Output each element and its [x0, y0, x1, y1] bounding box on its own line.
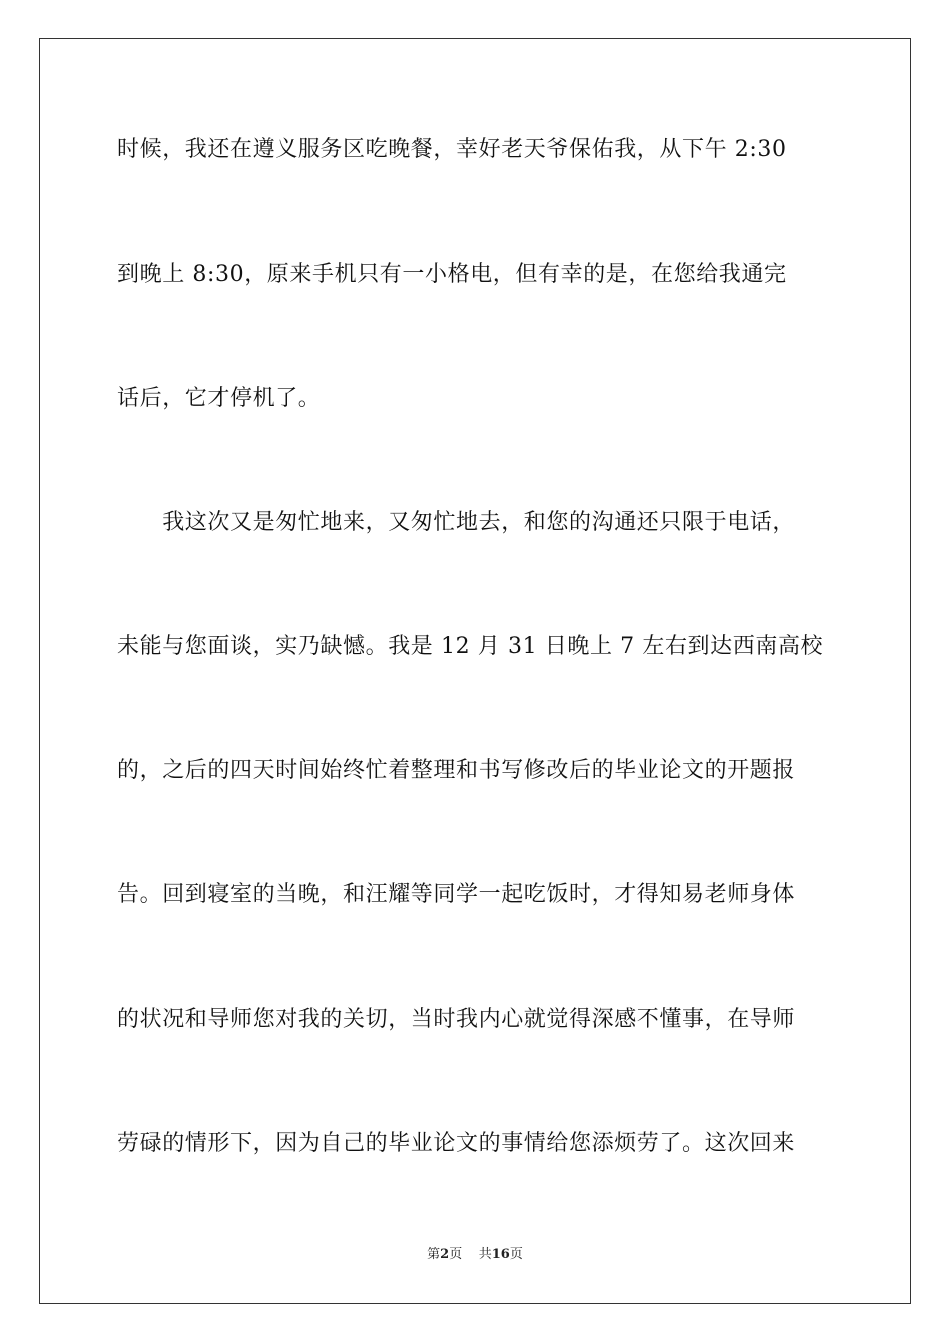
paragraph-line: 劳碌的情形下，因为自己的毕业论文的事情给您添烦劳了。这次回来 — [117, 1131, 796, 1156]
total-pages: 16 — [491, 1247, 510, 1262]
paragraph-line: 的，之后的四天时间始终忙着整理和书写修改后的毕业论文的开题报 — [117, 758, 796, 783]
page-number: 2 — [440, 1247, 450, 1262]
total-label-prefix: 共 — [478, 1247, 492, 1262]
paragraph-line: 我这次又是匆忙地来，又匆忙地去，和您的沟通还只限于电话， — [117, 510, 796, 535]
page-label-prefix: 第 — [427, 1247, 441, 1262]
paragraph-line: 时候，我还在遵义服务区吃晚餐，幸好老天爷保佑我，从下午 2:30 — [117, 137, 787, 162]
paragraph-line: 话后，它才停机了。 — [117, 386, 321, 411]
paragraph-line: 到晚上 8:30，原来手机只有一小格电，但有幸的是，在您给我通完 — [117, 262, 787, 287]
page-label-suffix: 页 — [449, 1247, 463, 1262]
total-label-suffix: 页 — [509, 1247, 523, 1262]
page-footer — [0, 1245, 950, 1265]
paragraph-line: 的状况和导师您对我的关切，当时我内心就觉得深感不懂事，在导师 — [117, 1007, 796, 1032]
page-border — [39, 38, 911, 1304]
paragraph-line: 未能与您面谈，实乃缺憾。我是 12 月 31 日晚上 7 左右到达西南高校 — [117, 634, 824, 659]
paragraph-line: 告。回到寝室的当晚，和汪耀等同学一起吃饭时，才得知易老师身体 — [117, 882, 796, 907]
